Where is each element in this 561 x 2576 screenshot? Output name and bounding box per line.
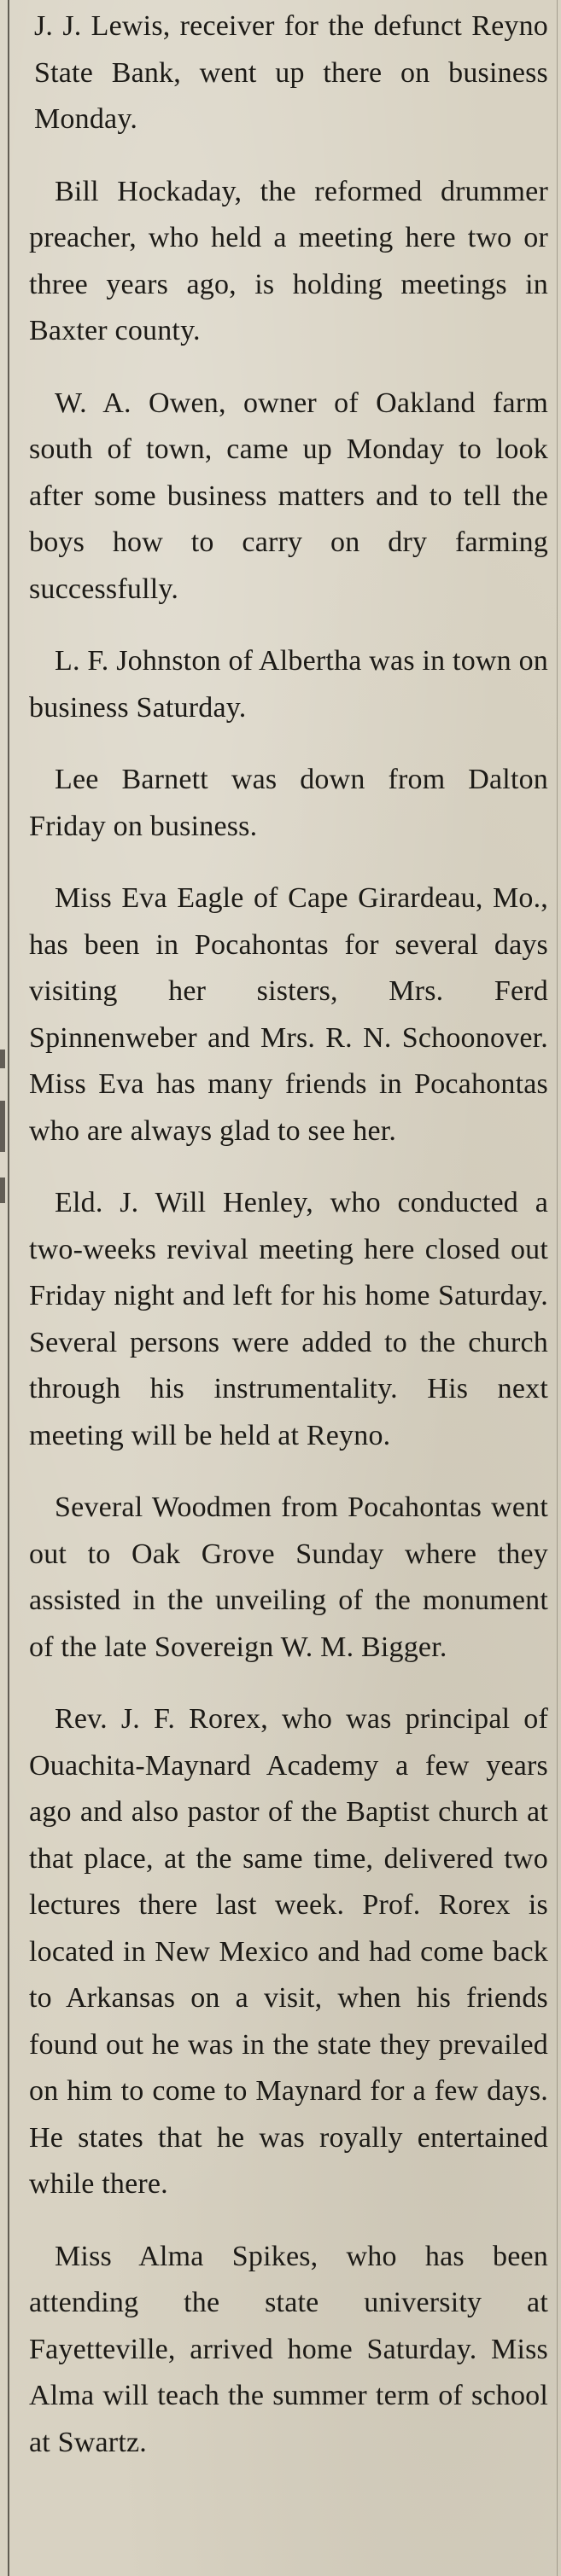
news-item-rorex: Rev. J. F. Rorex, who was principal of Ouachita-Maynard Academy a few years ago and also pastor of the Baptist church at that place, at the same time, delivered two lectures there last week. Prof. Rorex is located in New Mexico and had come back to Arkansas on a visit, when his friends found out he was in the state they prevailed on him to come to Maynard for a few days. He states that he was royally entertained while there. xyxy=(29,1703,548,2200)
column-rule-right xyxy=(557,0,558,2576)
column-rule-left xyxy=(8,0,9,2576)
gutter-ink-mark xyxy=(0,1101,5,1152)
news-item-hockaday: Bill Hockaday, the reformed drummer preacher, who held a meeting here two or three years ago, is holding meetings in Baxter county. xyxy=(29,175,548,346)
news-item-woodmen: Several Woodmen from Pocahontas went out to Oak Grove Sunday where they assisted in the unveiling of the monument of the late Sovereign W. M. Bigger. xyxy=(29,1492,548,1663)
news-item-johnston: L. F. Johnston of Albertha was in town on business Saturday. xyxy=(29,645,548,724)
news-item-henley: Eld. J. Will Henley, who conducted a two-weeks revival meeting here closed out Friday night and left for his home Saturday. Several persons were added to the church through his instrumentality. His next meeting will be held at Reyno. xyxy=(29,1187,548,1451)
news-item-lewis: J. J. Lewis, receiver for the defunct Reyno State Bank, went up there on business Monday. xyxy=(34,10,548,135)
news-item-eagle: Miss Eva Eagle of Cape Girardeau, Mo., has been in Pocahontas for several days visiting her sisters, Mrs. Ferd Spinnenweber and Mrs. R. N. Schoonover. Miss Eva has many friends in Pocahontas who are always glad to see her. xyxy=(29,882,548,1147)
news-item-barnett: Lee Barnett was down from Dalton Friday on business. xyxy=(29,764,548,842)
news-item-owen: W. A. Owen, owner of Oakland farm south of town, came up Monday to look after some business matters and to tell the boys how to carry on dry farming successfully. xyxy=(29,387,548,605)
gutter-ink-mark xyxy=(0,1050,5,1068)
news-item-spikes: Miss Alma Spikes, who has been attending the state university at Fayetteville, arrived home Saturday. Miss Alma will teach the summer term of school at Swartz. xyxy=(29,2240,548,2458)
news-column xyxy=(29,3,548,2492)
gutter-ink-mark xyxy=(0,1178,5,1203)
